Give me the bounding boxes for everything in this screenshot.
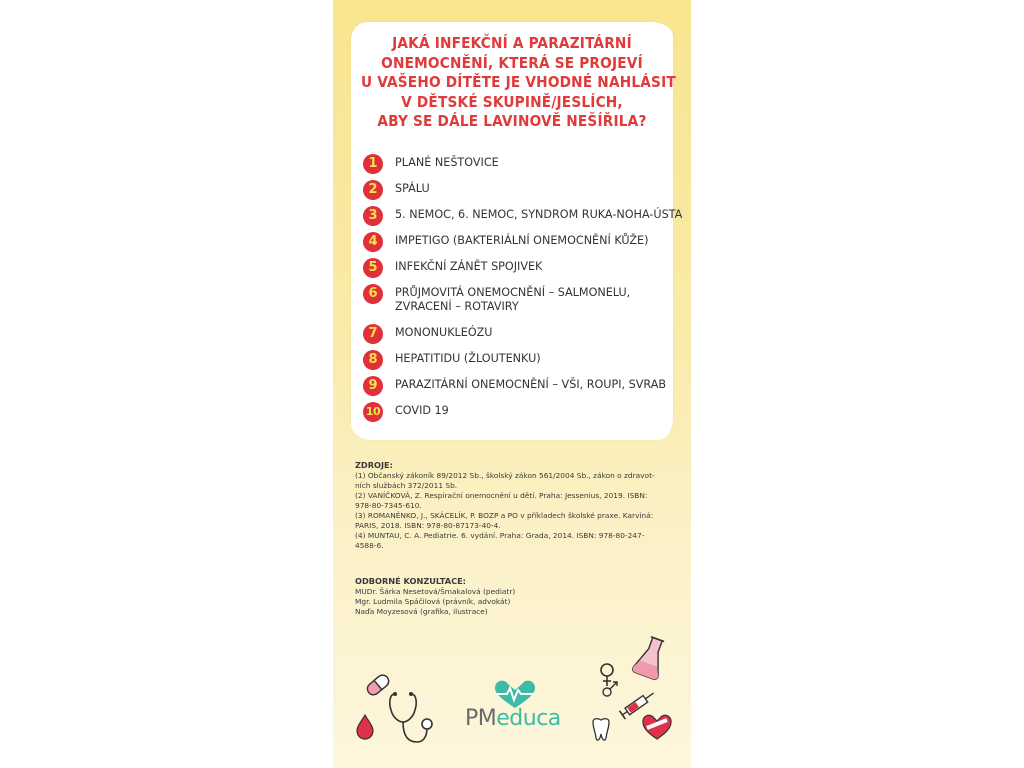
list-item xyxy=(363,206,682,226)
number-badge: 8 xyxy=(363,350,383,370)
item-text: PARAZITÁRNÍ ONEMOCNĚNÍ – VŠI, ROUPI, SVRAB xyxy=(395,378,667,391)
number-badge: 6 xyxy=(363,284,383,304)
logo-pm: PM xyxy=(465,706,497,731)
pmeduca-logo xyxy=(465,680,565,740)
question-line: V DĚTSKÉ SKUPINĚ/JESLÍCH, xyxy=(401,92,623,111)
item-text xyxy=(395,284,630,314)
item-text: COVID 19 xyxy=(395,404,449,417)
source-line: (3) ROMANĚNKO, J., SKÁCELÍK, P. BOZP a PO v příkladech školské praxe. Karviná: xyxy=(355,511,654,520)
list-item xyxy=(363,350,541,370)
question-line: ONEMOCNĚNÍ, KTERÁ SE PROJEVÍ xyxy=(381,53,643,72)
consultation-line: Mgr. Ludmila Spáčilová (právník, advokát) xyxy=(355,597,511,606)
consultation-heading: ODBORNÉ KONZULTACE: xyxy=(355,576,466,586)
list-item xyxy=(363,258,542,278)
number-badge: 3 xyxy=(363,206,383,226)
question-heading xyxy=(361,34,676,132)
source-line: 978-80-7345-610. xyxy=(355,501,422,510)
number-badge: 5 xyxy=(363,258,383,278)
stethoscope-icon xyxy=(385,690,437,750)
consultation-section xyxy=(355,576,675,617)
list-item xyxy=(363,154,499,174)
list-item xyxy=(363,324,493,344)
item-text-line: PRŮJMOVITÁ ONEMOCNĚNÍ – SALMONELU, xyxy=(395,286,631,299)
question-line: U VAŠEHO DÍTĚTE JE VHODNÉ NAHLÁSIT xyxy=(361,73,676,92)
consultation-line: Naďa Moyzesová (grafika, ilustrace) xyxy=(355,607,488,616)
list-item xyxy=(363,232,648,252)
source-line: (4) MUNTAU, C. A. Pediatrie. 6. vydání. Praha: Grada, 2014. ISBN: 978-80-247- xyxy=(355,531,645,540)
logo-text xyxy=(465,706,561,731)
item-text: SPÁLU xyxy=(395,182,430,195)
item-text: IMPETIGO (BAKTERIÁLNÍ ONEMOCNĚNÍ KŮŽE) xyxy=(395,234,649,247)
number-badge: 1 xyxy=(363,154,383,174)
list-item xyxy=(363,180,430,200)
tooth-icon xyxy=(589,716,613,744)
number-badge: 4 xyxy=(363,232,383,252)
list-item xyxy=(363,376,666,396)
number-badge: 7 xyxy=(363,324,383,344)
item-text: HEPATITIDU (ŽLOUTENKU) xyxy=(395,352,541,365)
heart-bandage-icon xyxy=(641,712,673,742)
list-item xyxy=(363,284,630,314)
item-text: 5. NEMOC, 6. NEMOC, SYNDROM RUKA-NOHA-ÚSTA xyxy=(395,208,683,221)
sources-heading: ZDROJE: xyxy=(355,460,393,470)
blood-drop-icon xyxy=(353,712,377,742)
number-badge: 10 xyxy=(363,402,383,422)
source-line: (1) Občanský zákoník 89/2012 Sb., školský zákon 561/2004 Sb., zákon o zdravot- xyxy=(355,471,655,480)
flyer xyxy=(333,0,691,768)
item-text-line: ZVRACENÍ – ROTAVIRY xyxy=(395,300,519,313)
item-text: INFEKČNÍ ZÁNĚT SPOJIVEK xyxy=(395,260,543,273)
number-badge: 9 xyxy=(363,376,383,396)
consultation-line: MUDr. Šárka Nesetová/Šmakalová (pediatr) xyxy=(355,587,516,596)
logo-educa: educa xyxy=(496,706,561,731)
question-line: ABY SE DÁLE LAVINOVĚ NEŠÍŘILA? xyxy=(377,112,647,131)
source-line: PARIS, 2018. ISBN: 978-80-87173-40-4. xyxy=(355,521,501,530)
number-badge: 2 xyxy=(363,180,383,200)
sources-section xyxy=(355,460,675,551)
list-item xyxy=(363,402,449,422)
source-line: (2) VANÍČKOVÁ, Z. Respirační onemocnění u dětí. Praha: Jessenius, 2019. ISBN: xyxy=(355,491,648,500)
flask-icon xyxy=(631,634,671,680)
question-line: JAKÁ INFEKČNÍ A PARAZITÁRNÍ xyxy=(392,34,632,52)
source-line: 4588-6. xyxy=(355,541,384,550)
item-text: MONONUKLEÓZU xyxy=(395,326,493,339)
question-card xyxy=(351,22,683,440)
item-text: PLANÉ NEŠTOVICE xyxy=(395,156,499,169)
source-line: ních službách 372/2011 Sb. xyxy=(355,481,458,490)
